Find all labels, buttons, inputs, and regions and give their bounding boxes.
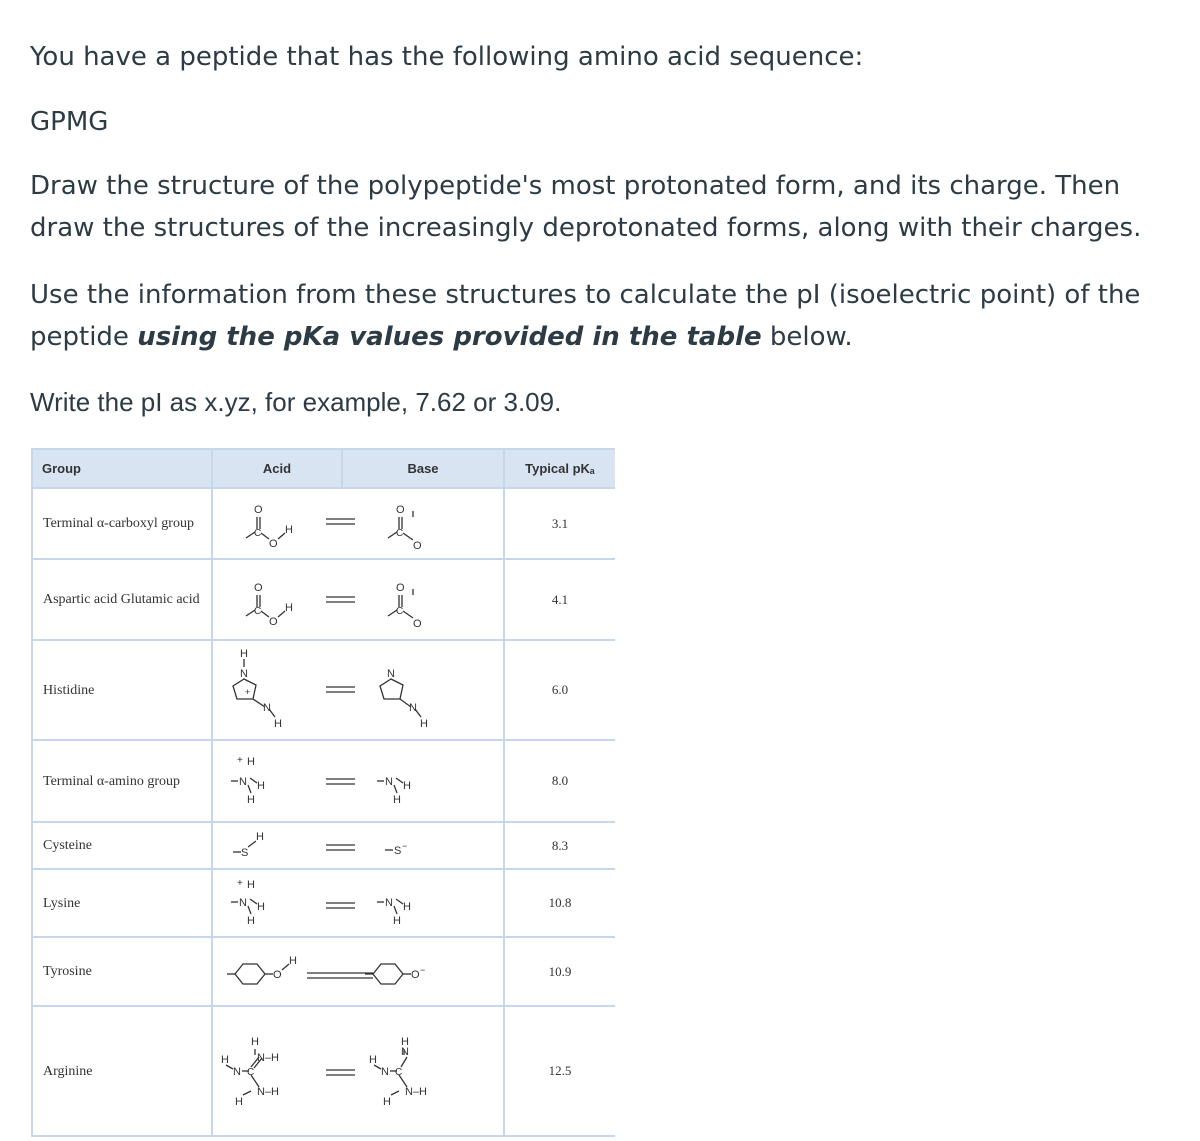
svg-text:+: +: [245, 687, 251, 697]
pi-task-text: Use the information from these structures to calculate the pI (isoelectric point) of the peptide: [30, 280, 1141, 352]
table-row: [32, 640, 615, 740]
svg-text:N: N: [387, 668, 395, 680]
svg-text:O: O: [396, 582, 405, 594]
svg-text:C: C: [396, 606, 404, 617]
svg-text:O: O: [273, 969, 282, 981]
svg-text:N: N: [240, 668, 248, 680]
svg-text:N: N: [385, 776, 393, 788]
svg-text:H: H: [369, 1054, 377, 1066]
svg-text:H: H: [247, 879, 255, 891]
svg-text:−: −: [420, 965, 426, 975]
question-intro: You have a peptide that has the following amino acid sequence:: [30, 42, 864, 72]
svg-text:H: H: [247, 756, 255, 768]
group-name: Aspartic acid Glutamic acid: [32, 559, 212, 640]
table-row: [32, 822, 615, 869]
svg-text:N–H: N–H: [257, 1086, 280, 1098]
header-pka: Typical pKₐ: [504, 449, 615, 488]
cysteine-equilibrium-structure: [212, 822, 504, 869]
table-row: [32, 740, 615, 822]
header-base: Base: [342, 449, 504, 488]
svg-text:H: H: [240, 648, 248, 660]
svg-text:H: H: [393, 794, 401, 806]
svg-text:C: C: [254, 606, 262, 617]
svg-text:N: N: [239, 897, 247, 909]
svg-text:N: N: [381, 1066, 389, 1078]
svg-text:C: C: [395, 1067, 403, 1078]
table-row: [32, 937, 615, 1006]
svg-text:−: −: [402, 841, 408, 851]
svg-text:O: O: [411, 969, 420, 981]
table-row: [32, 559, 615, 640]
group-name: Cysteine: [32, 822, 212, 869]
svg-text:S: S: [394, 845, 402, 857]
svg-text:N–H: N–H: [405, 1086, 428, 1098]
svg-text:N: N: [409, 702, 417, 714]
svg-text:C: C: [247, 1067, 255, 1078]
svg-text:S: S: [241, 847, 249, 859]
acid-side-chain-equilibrium-structure: [212, 559, 504, 640]
svg-text:H: H: [235, 1096, 243, 1108]
carboxyl-equilibrium-structure: [212, 488, 504, 559]
svg-text:+: +: [237, 755, 243, 766]
svg-text:H: H: [393, 915, 401, 927]
svg-text:H: H: [403, 780, 411, 792]
table-row: [32, 869, 615, 937]
svg-text:H: H: [403, 901, 411, 913]
svg-text:N–H: N–H: [257, 1052, 280, 1064]
pka-table-image: [31, 448, 615, 1141]
pi-task-emphasis: using the pKa values provided in the table: [137, 322, 762, 352]
svg-text:+: +: [237, 878, 243, 889]
svg-text:C: C: [396, 528, 404, 539]
svg-text:N: N: [239, 776, 247, 788]
svg-text:N: N: [385, 897, 393, 909]
svg-text:O: O: [269, 538, 278, 550]
pi-task-text-end: below.: [761, 322, 853, 352]
group-name: Terminal α-carboxyl group: [32, 488, 212, 559]
peptide-sequence: GPMG: [30, 107, 109, 137]
svg-text:H: H: [251, 1036, 259, 1048]
svg-text:N: N: [401, 1046, 409, 1058]
pka-value: 8.3: [504, 822, 615, 869]
amino-equilibrium-structure: [212, 740, 504, 822]
svg-text:O: O: [413, 618, 422, 630]
group-name: Histidine: [32, 640, 212, 740]
table-row: [32, 488, 615, 559]
svg-text:H: H: [289, 955, 297, 967]
svg-text:H: H: [285, 524, 293, 536]
tyrosine-equilibrium-structure: [212, 937, 504, 1006]
svg-text:H: H: [285, 602, 293, 614]
pka-value: 3.1: [504, 488, 615, 559]
group-name: Terminal α-amino group: [32, 740, 212, 822]
header-group: Group: [32, 449, 212, 488]
pka-value: 10.8: [504, 869, 615, 937]
arginine-equilibrium-structure: [212, 1006, 504, 1136]
svg-text:H: H: [401, 1036, 409, 1048]
group-name: Tyrosine: [32, 937, 212, 1006]
lysine-equilibrium-structure: [212, 869, 504, 937]
pka-value: 10.9: [504, 937, 615, 1006]
svg-text:O: O: [269, 616, 278, 628]
svg-text:H: H: [257, 780, 265, 792]
svg-text:H: H: [247, 794, 255, 806]
svg-text:H: H: [274, 718, 282, 730]
svg-text:H: H: [256, 831, 264, 843]
svg-text:H: H: [257, 901, 265, 913]
header-acid: Acid: [212, 449, 342, 488]
svg-text:H: H: [383, 1096, 391, 1108]
question-pi-task: [30, 274, 1170, 358]
svg-text:N: N: [263, 702, 271, 714]
svg-text:H: H: [247, 915, 255, 927]
svg-text:N: N: [233, 1066, 241, 1078]
svg-text:C: C: [254, 528, 262, 539]
pka-value: 6.0: [504, 640, 615, 740]
svg-text:H: H: [221, 1054, 229, 1066]
svg-text:H: H: [420, 718, 428, 730]
group-name: Lysine: [32, 869, 212, 937]
question-instructions: Draw the structure of the polypeptide's most protonated form, and its charge. Then draw the structures of the increasingly deprotonated forms, along with their charges.: [30, 171, 1142, 243]
table-header-row: [32, 449, 615, 488]
histidine-equilibrium-structure: [212, 640, 504, 740]
table-row: [32, 1006, 615, 1136]
svg-text:O: O: [396, 504, 405, 516]
group-name: Arginine: [32, 1006, 212, 1136]
svg-text:O: O: [254, 582, 263, 594]
pka-table: [31, 448, 615, 1137]
pka-value: 12.5: [504, 1006, 615, 1136]
pka-value: 8.0: [504, 740, 615, 822]
svg-text:O: O: [413, 540, 422, 552]
answer-format-instruction: Write the pI as x.yz, for example, 7.62 or 3.09.: [30, 387, 562, 417]
pka-value: 4.1: [504, 559, 615, 640]
svg-text:O: O: [254, 504, 263, 516]
